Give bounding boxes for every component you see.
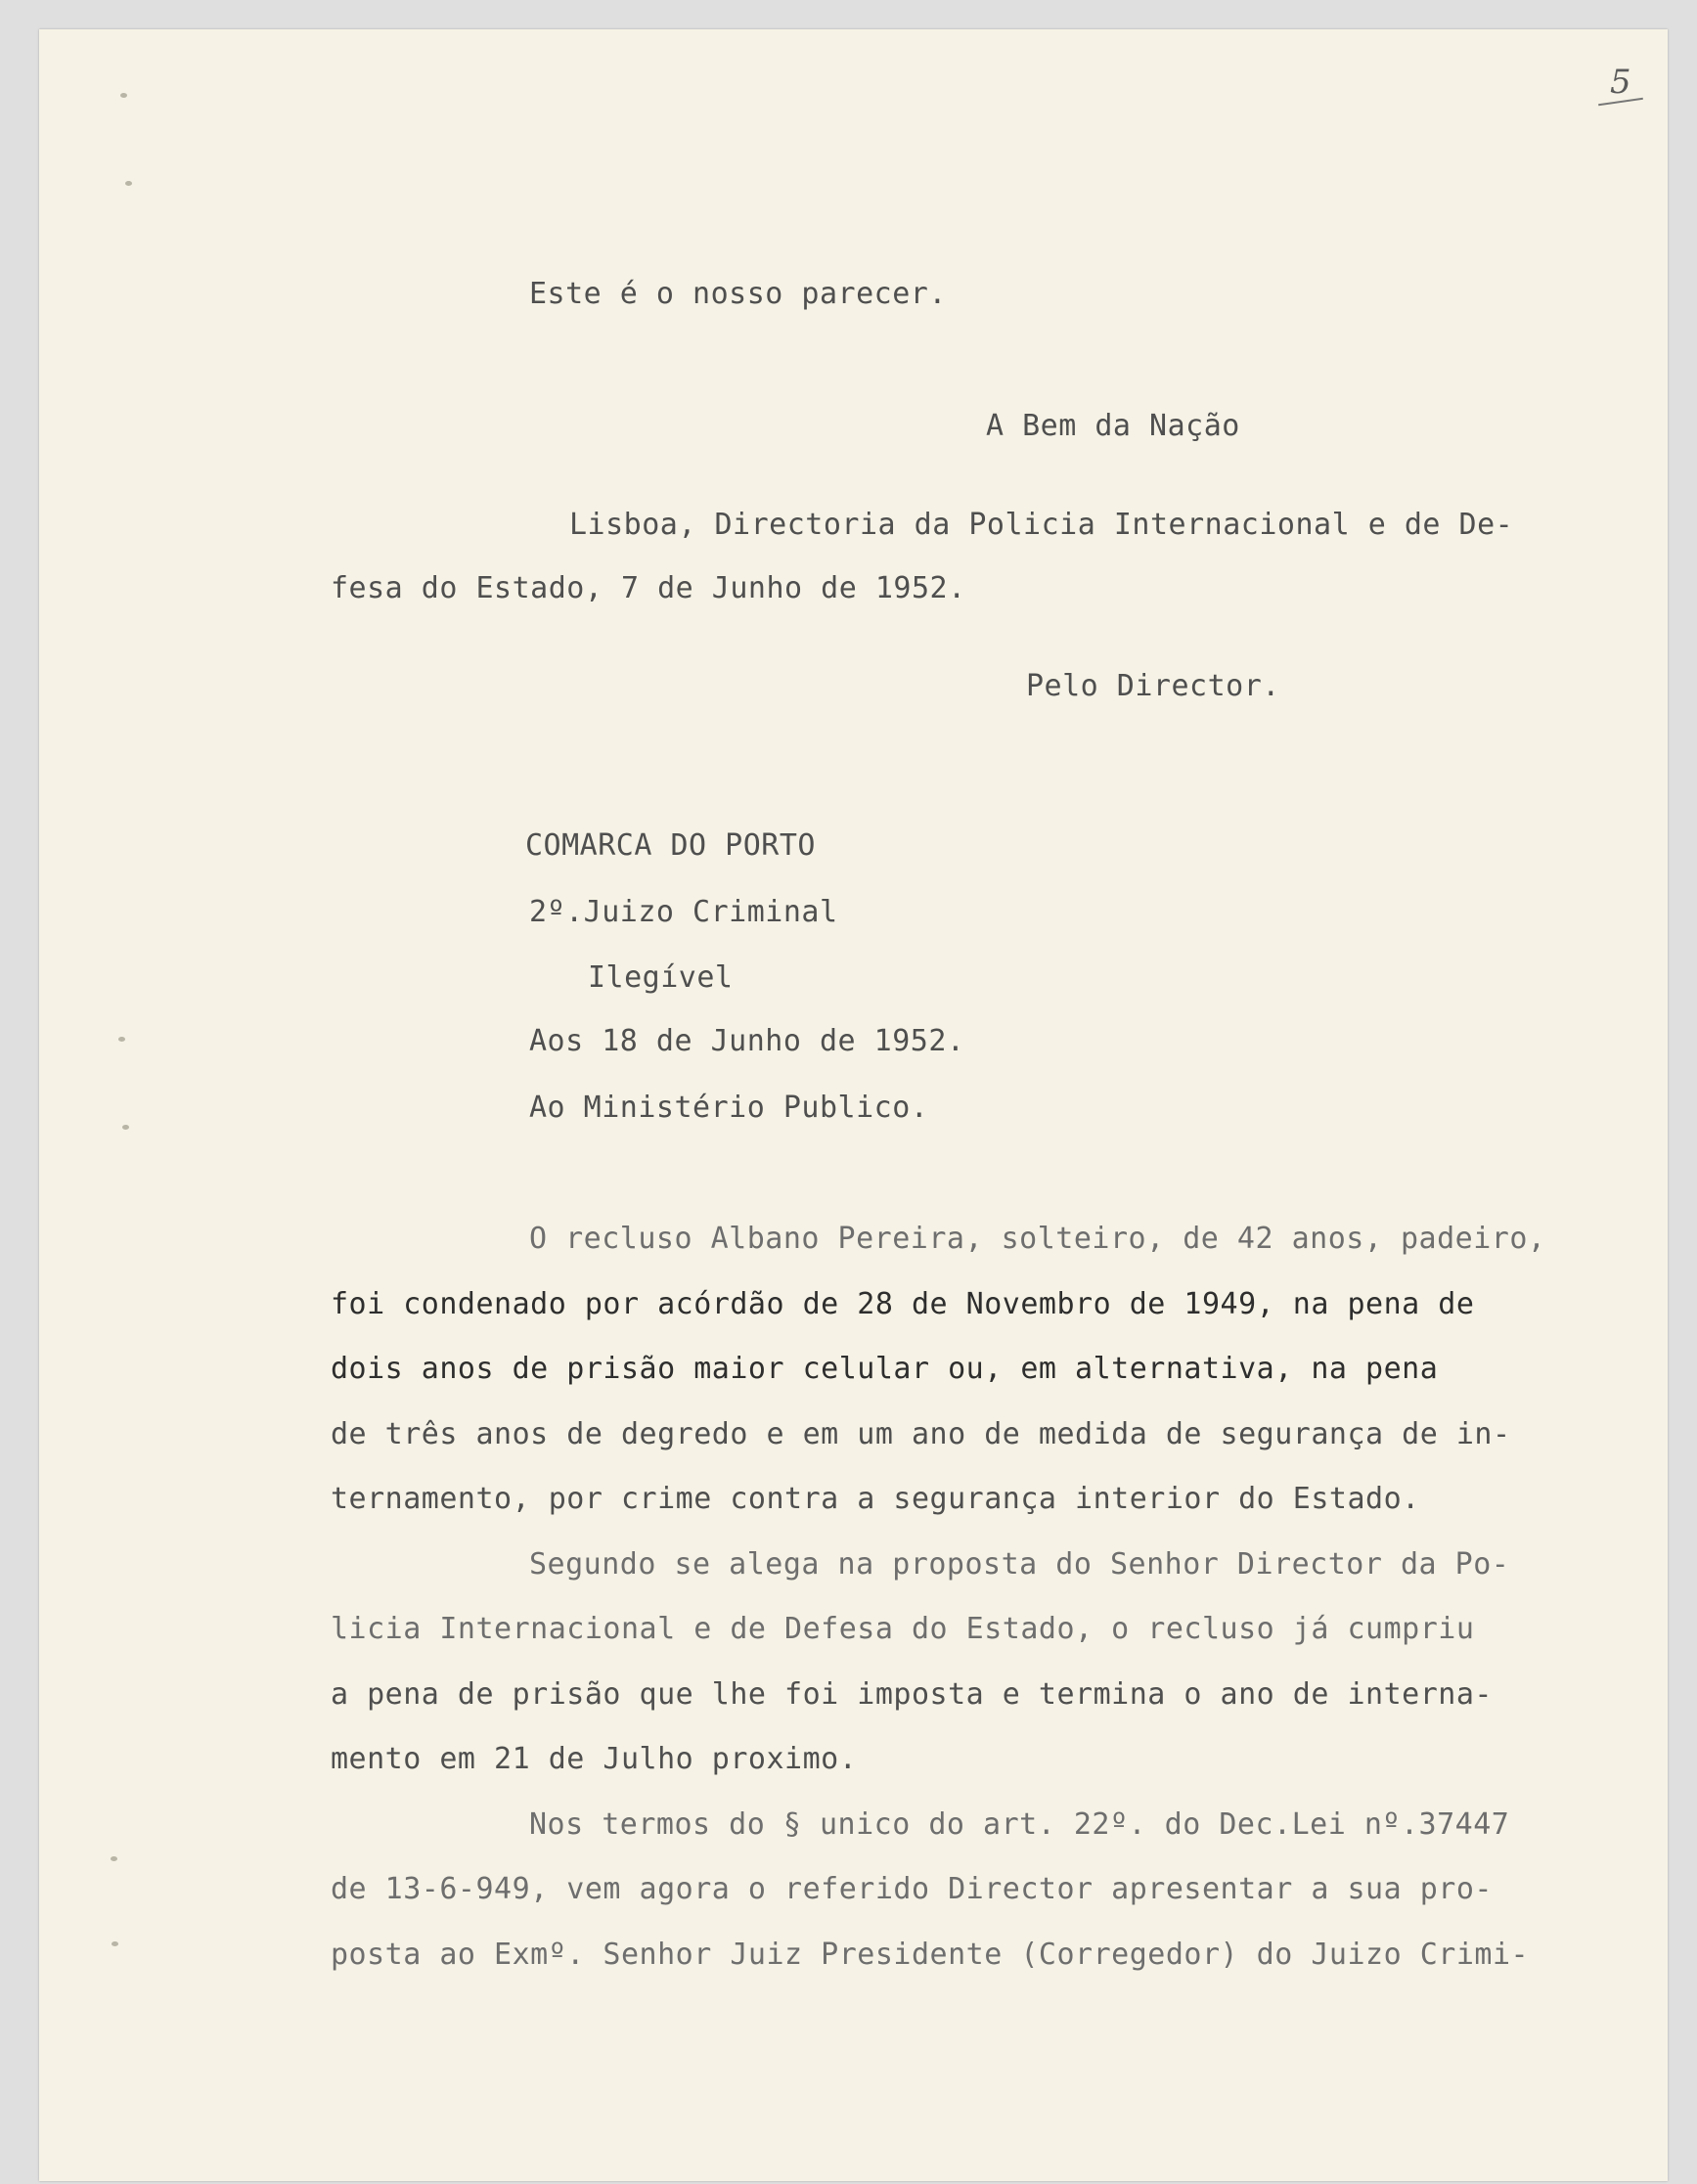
body-line: foi condenado por acórdão de 28 de Novembro de 1949, na pena de: [331, 1287, 1475, 1321]
body-line: de 13-6-949, vem agora o referido Director apresentar a sua pro-: [331, 1872, 1493, 1906]
punch-mark: [120, 93, 127, 98]
illegible-signature: Ilegível: [588, 960, 734, 995]
body-line: a pena de prisão que lhe foi imposta e termina o ano de interna-: [331, 1677, 1493, 1712]
place-line-1: Lisboa, Directoria da Policia Internacional e de De-: [569, 508, 1514, 542]
place-line-2: fesa do Estado, 7 de Junho de 1952.: [331, 571, 966, 605]
body-line: licia Internacional e de Defesa do Estado, o recluso já cumpriu: [331, 1612, 1475, 1646]
body-line: dois anos de prisão maior celular ou, em alternativa, na pena: [331, 1352, 1439, 1386]
page-number: 5: [1610, 63, 1631, 102]
punch-mark: [122, 1125, 129, 1130]
closing-line: Este é o nosso parecer.: [529, 277, 947, 311]
punch-mark: [118, 1037, 125, 1042]
punch-mark: [111, 1856, 117, 1861]
punch-mark: [125, 181, 132, 186]
salutation: A Bem da Nação: [986, 409, 1240, 443]
court-addressee: Ao Ministério Publico.: [529, 1091, 929, 1125]
body-line: posta ao Exmº. Senhor Juiz Presidente (Corregedor) do Juizo Crimi-: [331, 1938, 1530, 1972]
body-line: ternamento, por crime contra a segurança interior do Estado.: [331, 1482, 1420, 1516]
punch-mark: [112, 1941, 118, 1946]
body-line: O recluso Albano Pereira, solteiro, de 42 anos, padeiro,: [529, 1222, 1546, 1256]
court-date: Aos 18 de Junho de 1952.: [529, 1024, 965, 1058]
body-line: mento em 21 de Julho proximo.: [331, 1742, 858, 1776]
body-line: Segundo se alega na proposta do Senhor Director da Po-: [529, 1547, 1510, 1582]
body-line: de três anos de degredo e em um ano de medida de segurança de in-: [331, 1417, 1511, 1451]
court-name: COMARCA DO PORTO: [525, 828, 816, 863]
body-line: Nos termos do § unico do art. 22º. do Dec.Lei nº.37447: [529, 1807, 1510, 1842]
court-section: 2º.Juizo Criminal: [529, 895, 838, 929]
signature-line: Pelo Director.: [1026, 669, 1280, 703]
